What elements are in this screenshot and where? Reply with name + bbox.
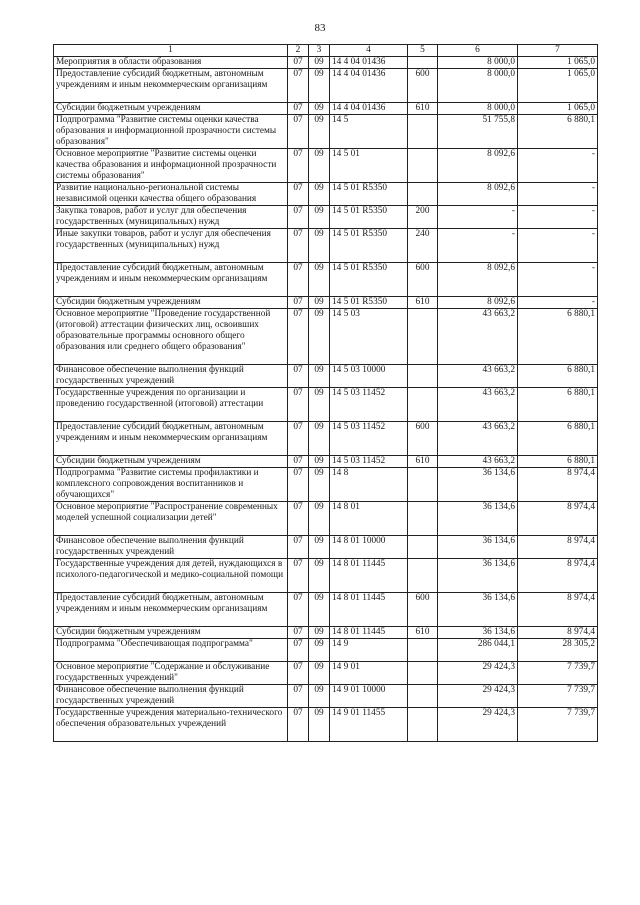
table-row [54, 708, 598, 742]
cell-target-article: 14 8 01 [330, 502, 408, 536]
table-row [54, 69, 598, 103]
cell-section: 07 [288, 456, 309, 468]
cell-subsection: 09 [309, 57, 330, 69]
cell-amount-total: 36 134,6 [438, 468, 518, 502]
cell-name: Государственные учреждения по организации и проведению государственной (итоговой) аттестации [54, 388, 288, 422]
table-row [54, 183, 598, 206]
cell-amount-total: 29 424,3 [438, 708, 518, 742]
cell-subsection: 09 [309, 662, 330, 685]
cell-target-article: 14 8 01 11445 [330, 559, 408, 593]
cell-expense-type [408, 536, 438, 559]
cell-target-article: 14 9 [330, 639, 408, 662]
cell-amount-total: 8 000,0 [438, 103, 518, 115]
cell-amount-executed: 8 974,4 [518, 468, 598, 502]
cell-expense-type [408, 309, 438, 365]
cell-amount-total: 36 134,6 [438, 593, 518, 627]
cell-target-article: 14 5 01 R5350 [330, 229, 408, 263]
cell-name: Подпрограмма "Обеспечивающая подпрограмма" [54, 639, 288, 662]
cell-subsection: 09 [309, 206, 330, 229]
table-row [54, 115, 598, 149]
cell-expense-type [408, 468, 438, 502]
cell-target-article: 14 8 01 11445 [330, 627, 408, 639]
cell-expense-type [408, 57, 438, 69]
cell-name: Предоставление субсидий бюджетным, автономным учреждениям и иным некоммерческим организациям [54, 69, 288, 103]
cell-target-article: 14 4 04 01436 [330, 57, 408, 69]
cell-expense-type [408, 639, 438, 662]
cell-subsection: 09 [309, 685, 330, 708]
cell-amount-total: 29 424,3 [438, 662, 518, 685]
cell-expense-type: 240 [408, 229, 438, 263]
cell-amount-total: - [438, 206, 518, 229]
cell-subsection: 09 [309, 309, 330, 365]
cell-amount-executed: 6 880,1 [518, 309, 598, 365]
column-header-section: 2 [288, 45, 309, 57]
table-row [54, 536, 598, 559]
cell-expense-type [408, 708, 438, 742]
cell-subsection: 09 [309, 593, 330, 627]
cell-amount-total: 51 755,8 [438, 115, 518, 149]
cell-amount-executed: 1 065,0 [518, 103, 598, 115]
cell-section: 07 [288, 206, 309, 229]
cell-subsection: 09 [309, 183, 330, 206]
table-row [54, 103, 598, 115]
cell-subsection: 09 [309, 115, 330, 149]
cell-target-article: 14 5 01 R5350 [330, 206, 408, 229]
cell-expense-type [408, 183, 438, 206]
column-header-amount-executed: 7 [518, 45, 598, 57]
cell-name: Основное мероприятие "Распространение современных моделей успешной социализации детей" [54, 502, 288, 536]
column-header-name: 1 [54, 45, 288, 57]
table-row [54, 627, 598, 639]
cell-target-article: 14 5 [330, 115, 408, 149]
cell-name: Государственные учреждения для детей, нуждающихся в психолого-педагогической и медико-социальной помощи [54, 559, 288, 593]
cell-amount-executed: 6 880,1 [518, 115, 598, 149]
cell-target-article: 14 5 01 R5350 [330, 263, 408, 297]
cell-subsection: 09 [309, 559, 330, 593]
cell-amount-total: 8 092,6 [438, 183, 518, 206]
cell-target-article: 14 5 03 11452 [330, 456, 408, 468]
column-header-expense-type: 5 [408, 45, 438, 57]
cell-subsection: 09 [309, 502, 330, 536]
cell-expense-type: 610 [408, 297, 438, 309]
cell-amount-total: 8 092,6 [438, 149, 518, 183]
cell-target-article: 14 5 03 11452 [330, 388, 408, 422]
cell-section: 07 [288, 639, 309, 662]
cell-name: Закупка товаров, работ и услуг для обеспечения государственных (муниципальных) нужд [54, 206, 288, 229]
cell-expense-type [408, 115, 438, 149]
cell-amount-executed: - [518, 206, 598, 229]
cell-section: 07 [288, 183, 309, 206]
table-row [54, 365, 598, 388]
cell-section: 07 [288, 685, 309, 708]
cell-expense-type: 600 [408, 422, 438, 456]
cell-name: Субсидии бюджетным учреждениям [54, 627, 288, 639]
cell-expense-type [408, 365, 438, 388]
cell-expense-type [408, 559, 438, 593]
cell-amount-executed: 8 974,4 [518, 593, 598, 627]
cell-target-article: 14 5 03 11452 [330, 422, 408, 456]
cell-amount-executed: - [518, 263, 598, 297]
cell-target-article: 14 9 01 11455 [330, 708, 408, 742]
table-row [54, 456, 598, 468]
cell-section: 07 [288, 69, 309, 103]
cell-amount-executed: 7 739,7 [518, 708, 598, 742]
cell-subsection: 09 [309, 263, 330, 297]
header-row [54, 45, 598, 57]
cell-amount-total: 36 134,6 [438, 502, 518, 536]
cell-expense-type [408, 502, 438, 536]
column-header-target-article: 4 [330, 45, 408, 57]
cell-section: 07 [288, 365, 309, 388]
table-row [54, 639, 598, 662]
cell-target-article: 14 8 01 10000 [330, 536, 408, 559]
cell-amount-total: 8 092,6 [438, 297, 518, 309]
cell-expense-type [408, 149, 438, 183]
cell-target-article: 14 5 01 R5350 [330, 183, 408, 206]
cell-name: Развитие национально-региональной системы независимой оценки качества общего образования [54, 183, 288, 206]
cell-amount-executed: - [518, 229, 598, 263]
cell-subsection: 09 [309, 229, 330, 263]
cell-subsection: 09 [309, 297, 330, 309]
cell-subsection: 09 [309, 388, 330, 422]
cell-amount-executed: - [518, 297, 598, 309]
cell-amount-total: 43 663,2 [438, 456, 518, 468]
cell-section: 07 [288, 593, 309, 627]
cell-amount-total: 43 663,2 [438, 422, 518, 456]
cell-name: Субсидии бюджетным учреждениям [54, 456, 288, 468]
cell-amount-executed: 8 974,4 [518, 502, 598, 536]
cell-section: 07 [288, 468, 309, 502]
page-number: 83 [314, 22, 326, 34]
cell-section: 07 [288, 388, 309, 422]
cell-subsection: 09 [309, 639, 330, 662]
cell-expense-type: 610 [408, 456, 438, 468]
table-row [54, 685, 598, 708]
cell-amount-executed: 1 065,0 [518, 57, 598, 69]
cell-amount-total: - [438, 229, 518, 263]
cell-name: Субсидии бюджетным учреждениям [54, 297, 288, 309]
cell-target-article: 14 9 01 10000 [330, 685, 408, 708]
cell-subsection: 09 [309, 69, 330, 103]
cell-amount-executed: 6 880,1 [518, 365, 598, 388]
table-row [54, 149, 598, 183]
table-row [54, 593, 598, 627]
cell-amount-executed: 8 974,4 [518, 559, 598, 593]
budget-table [53, 44, 598, 742]
cell-section: 07 [288, 103, 309, 115]
table-row [54, 388, 598, 422]
table-row [54, 229, 598, 263]
cell-expense-type [408, 685, 438, 708]
table-row [54, 502, 598, 536]
table-row [54, 422, 598, 456]
table-row [54, 468, 598, 502]
cell-subsection: 09 [309, 103, 330, 115]
cell-expense-type [408, 388, 438, 422]
cell-expense-type [408, 662, 438, 685]
cell-amount-executed: 6 880,1 [518, 388, 598, 422]
table-row [54, 662, 598, 685]
cell-target-article: 14 5 01 [330, 149, 408, 183]
cell-name: Предоставление субсидий бюджетным, автономным учреждениям и иным некоммерческим организациям [54, 593, 288, 627]
cell-amount-executed: 7 739,7 [518, 685, 598, 708]
cell-target-article: 14 8 01 11445 [330, 593, 408, 627]
cell-section: 07 [288, 149, 309, 183]
cell-target-article: 14 5 01 R5350 [330, 297, 408, 309]
cell-subsection: 09 [309, 468, 330, 502]
cell-amount-total: 8 000,0 [438, 57, 518, 69]
table-row [54, 57, 598, 69]
cell-target-article: 14 4 04 01436 [330, 69, 408, 103]
cell-expense-type: 600 [408, 69, 438, 103]
cell-expense-type: 610 [408, 103, 438, 115]
cell-section: 07 [288, 297, 309, 309]
table-body [54, 57, 598, 742]
cell-section: 07 [288, 57, 309, 69]
cell-expense-type: 200 [408, 206, 438, 229]
cell-name: Предоставление субсидий бюджетным, автономным учреждениям и иным некоммерческим организациям [54, 263, 288, 297]
cell-amount-total: 286 044,1 [438, 639, 518, 662]
cell-section: 07 [288, 662, 309, 685]
cell-expense-type: 600 [408, 593, 438, 627]
cell-amount-executed: - [518, 183, 598, 206]
cell-subsection: 09 [309, 422, 330, 456]
cell-name: Субсидии бюджетным учреждениям [54, 103, 288, 115]
cell-amount-total: 36 134,6 [438, 536, 518, 559]
cell-amount-executed: 1 065,0 [518, 69, 598, 103]
cell-target-article: 14 4 04 01436 [330, 103, 408, 115]
cell-expense-type: 600 [408, 263, 438, 297]
cell-target-article: 14 5 03 10000 [330, 365, 408, 388]
cell-expense-type: 610 [408, 627, 438, 639]
table-row [54, 559, 598, 593]
cell-section: 07 [288, 559, 309, 593]
cell-amount-total: 29 424,3 [438, 685, 518, 708]
cell-subsection: 09 [309, 708, 330, 742]
cell-subsection: 09 [309, 536, 330, 559]
cell-target-article: 14 9 01 [330, 662, 408, 685]
cell-amount-total: 36 134,6 [438, 627, 518, 639]
cell-target-article: 14 8 [330, 468, 408, 502]
cell-amount-total: 43 663,2 [438, 309, 518, 365]
cell-section: 07 [288, 263, 309, 297]
table-row [54, 263, 598, 297]
cell-section: 07 [288, 229, 309, 263]
cell-name: Мероприятия в области образования [54, 57, 288, 69]
cell-amount-total: 43 663,2 [438, 388, 518, 422]
cell-name: Иные закупки товаров, работ и услуг для обеспечения государственных (муниципальных) нужд [54, 229, 288, 263]
cell-name: Основное мероприятие "Развитие системы оценки качества образования и информационной прозрачности системы образования" [54, 149, 288, 183]
cell-amount-executed: 28 305,2 [518, 639, 598, 662]
cell-name: Государственные учреждения материально-технического обеспечения образовательных учреждений [54, 708, 288, 742]
cell-section: 07 [288, 536, 309, 559]
cell-section: 07 [288, 627, 309, 639]
cell-amount-executed: 8 974,4 [518, 536, 598, 559]
cell-subsection: 09 [309, 627, 330, 639]
cell-amount-total: 8 092,6 [438, 263, 518, 297]
cell-name: Основное мероприятие "Проведение государственной (итоговой) аттестации физических лиц, освоивших образовательные программы основного общего образования или среднего общего образования" [54, 309, 288, 365]
cell-amount-executed: 8 974,4 [518, 627, 598, 639]
cell-subsection: 09 [309, 456, 330, 468]
table-row [54, 206, 598, 229]
cell-section: 07 [288, 502, 309, 536]
table-row [54, 309, 598, 365]
cell-name: Предоставление субсидий бюджетным, автономным учреждениям и иным некоммерческим организациям [54, 422, 288, 456]
cell-subsection: 09 [309, 365, 330, 388]
cell-amount-total: 8 000,0 [438, 69, 518, 103]
column-header-subsection: 3 [309, 45, 330, 57]
cell-amount-total: 43 663,2 [438, 365, 518, 388]
cell-amount-executed: 7 739,7 [518, 662, 598, 685]
cell-section: 07 [288, 309, 309, 365]
cell-name: Финансовое обеспечение выполнения функций государственных учреждений [54, 536, 288, 559]
cell-target-article: 14 5 03 [330, 309, 408, 365]
cell-amount-total: 36 134,6 [438, 559, 518, 593]
cell-subsection: 09 [309, 149, 330, 183]
cell-section: 07 [288, 115, 309, 149]
cell-name: Подпрограмма "Развитие системы оценки качества образования и информационной прозрачности системы образования" [54, 115, 288, 149]
cell-amount-executed: - [518, 149, 598, 183]
cell-name: Основное мероприятие "Содержание и обслуживание государственных учреждений" [54, 662, 288, 685]
cell-amount-executed: 6 880,1 [518, 456, 598, 468]
cell-name: Финансовое обеспечение выполнения функций государственных учреждений [54, 685, 288, 708]
cell-name: Подпрограмма "Развитие системы профилактики и комплексного сопровождения воспитанников и обучающихся" [54, 468, 288, 502]
table-row [54, 297, 598, 309]
cell-name: Финансовое обеспечение выполнения функций государственных учреждений [54, 365, 288, 388]
cell-amount-executed: 6 880,1 [518, 422, 598, 456]
cell-section: 07 [288, 708, 309, 742]
column-header-amount-total: 6 [438, 45, 518, 57]
cell-section: 07 [288, 422, 309, 456]
